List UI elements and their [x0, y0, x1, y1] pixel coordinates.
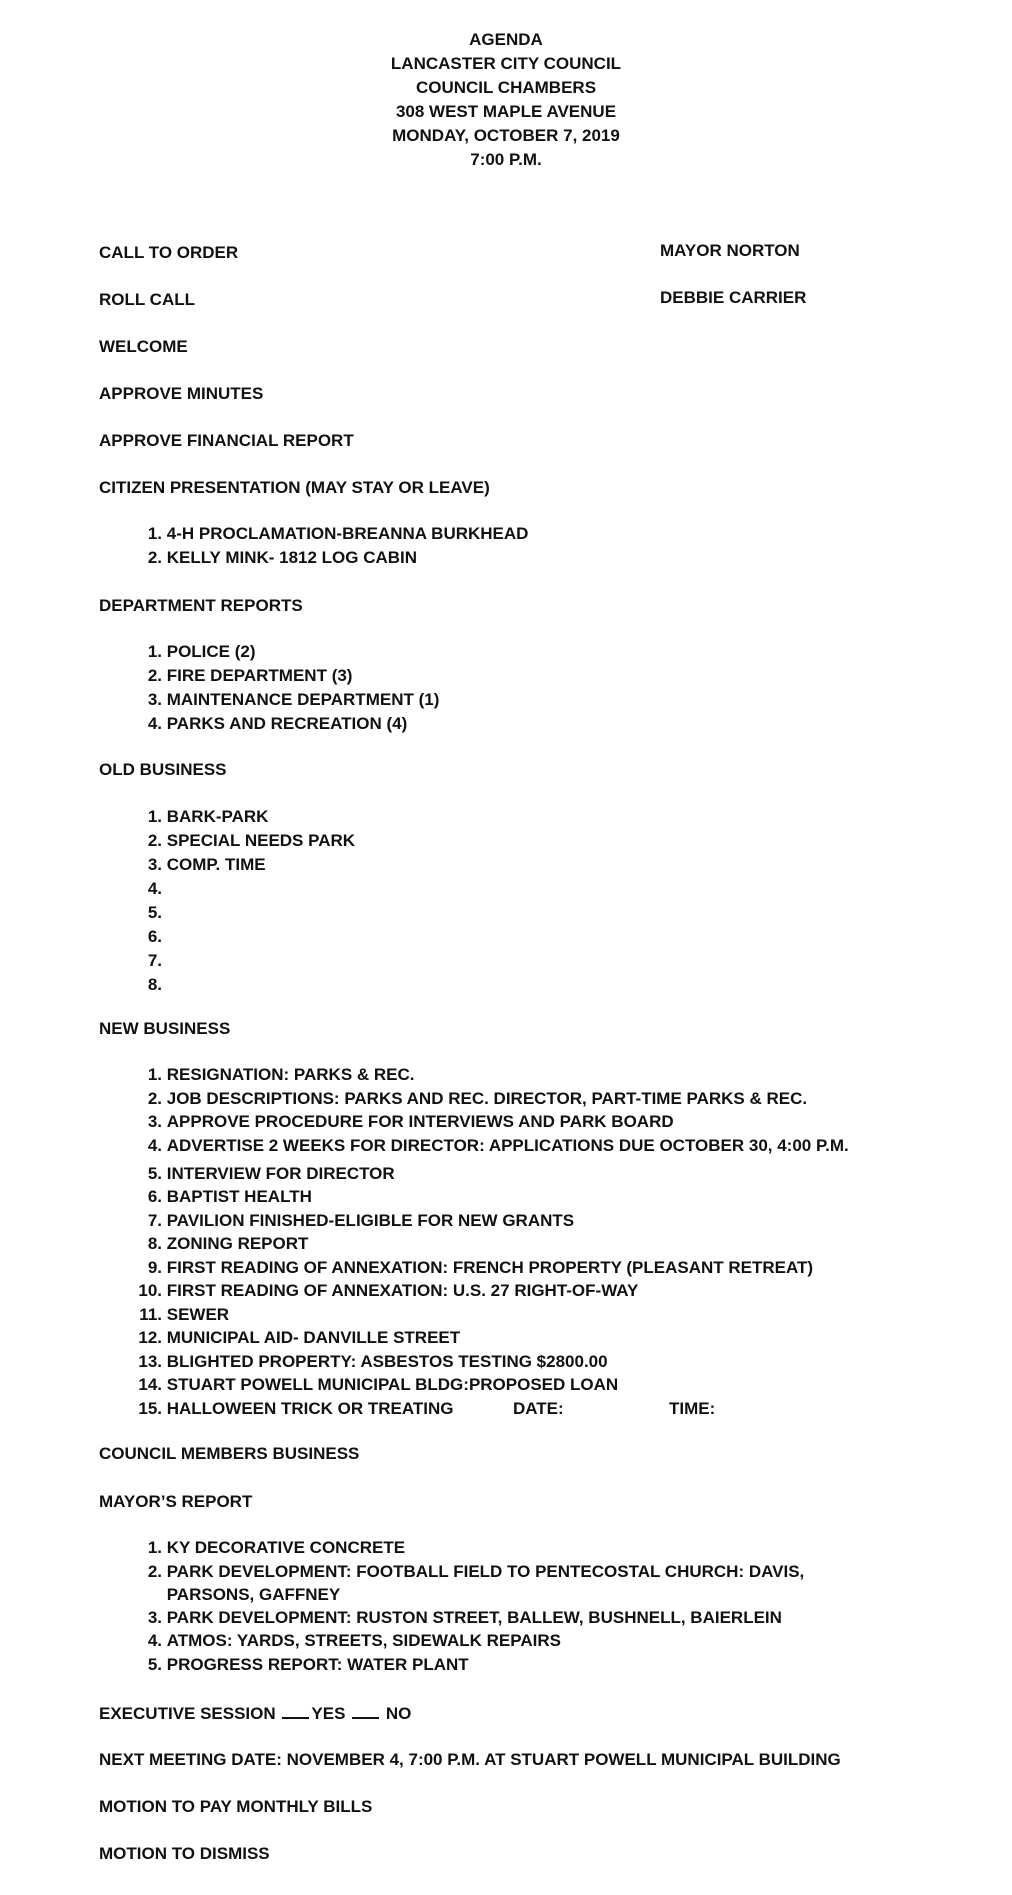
list-item: 2. PARK DEVELOPMENT: FOOTBALL FIELD TO PENTECOSTAL CHURCH: DAVIS, PARSONS, GAFFNEY — [147, 1561, 805, 1604]
venue-name: COUNCIL CHAMBERS — [415, 78, 597, 97]
citizen-presentation-list — [131, 522, 528, 570]
list-item: 5. — [147, 903, 162, 922]
new-business-heading: NEW BUSINESS — [99, 1019, 231, 1038]
halloween-date-label: DATE: — [513, 1398, 564, 1418]
list-item: 10. FIRST READING OF ANNEXATION: U.S. 27 RIGHT-OF-WAY — [138, 1281, 639, 1300]
list-item: 7. — [147, 951, 162, 970]
list-item: 6. — [147, 927, 162, 946]
yes-blank[interactable] — [282, 1703, 309, 1719]
executive-session-label: EXECUTIVE SESSION — [99, 1704, 276, 1723]
roll-call-by: DEBBIE CARRIER — [660, 288, 807, 307]
list-item: 7. PAVILION FINISHED-ELIGIBLE FOR NEW GRANTS — [147, 1210, 575, 1230]
list-item: 13. BLIGHTED PROPERTY: ASBESTOS TESTING $2800.00 — [138, 1351, 608, 1371]
list-item: 4. ATMOS: YARDS, STREETS, SIDEWALK REPAIRS — [147, 1631, 561, 1650]
list-item: 3. COMP. TIME — [147, 855, 266, 874]
council-members-business: COUNCIL MEMBERS BUSINESS — [99, 1444, 360, 1463]
motion-to-dismiss: MOTION TO DISMISS — [99, 1844, 270, 1863]
list-item: 14. STUART POWELL MUNICIPAL BLDG:PROPOSED LOAN — [138, 1375, 619, 1394]
list-item: 2. KELLY MINK- 1812 LOG CABIN — [147, 548, 418, 567]
list-item: 5. PROGRESS REPORT: WATER PLANT — [147, 1654, 469, 1674]
approve-minutes: APPROVE MINUTES — [99, 384, 264, 403]
call-to-order-by: MAYOR NORTON — [660, 241, 800, 260]
new-business-list — [131, 1063, 849, 1420]
doc-title: AGENDA — [469, 30, 543, 49]
next-meeting-date: NEXT MEETING DATE: NOVEMBER 4, 7:00 P.M. AT STUART POWELL MUNICIPAL BUILDING — [99, 1750, 841, 1769]
motion-pay-bills: MOTION TO PAY MONTHLY BILLS — [99, 1797, 373, 1816]
list-item: 2. JOB DESCRIPTIONS: PARKS AND REC. DIRECTOR, PART-TIME PARKS & REC. — [147, 1088, 808, 1108]
list-item: 1. POLICE (2) — [147, 642, 256, 661]
list-item: 5. INTERVIEW FOR DIRECTOR — [147, 1163, 395, 1183]
list-item: 6. BAPTIST HEALTH — [147, 1187, 312, 1206]
list-item: 3. APPROVE PROCEDURE FOR INTERVIEWS AND PARK BOARD — [147, 1112, 674, 1131]
meeting-date: MONDAY, OCTOBER 7, 2019 — [392, 126, 620, 145]
list-item: 3. MAINTENANCE DEPARTMENT (1) — [147, 690, 440, 709]
list-item: 4. ADVERTISE 2 WEEKS FOR DIRECTOR: APPLICATIONS DUE OCTOBER 30, 4:00 P.M. — [147, 1135, 849, 1155]
old-business-list — [131, 805, 355, 997]
halloween-time-label: TIME: — [669, 1398, 716, 1418]
no-blank[interactable] — [352, 1703, 379, 1719]
welcome: WELCOME — [99, 337, 188, 356]
list-item: 8. — [147, 975, 162, 994]
list-item: 1. BARK-PARK — [147, 807, 269, 826]
agenda-header — [0, 28, 1012, 172]
roll-call: ROLL CALL — [99, 290, 196, 309]
council-name: LANCASTER CITY COUNCIL — [390, 54, 622, 73]
list-item: 1. 4-H PROCLAMATION-BREANNA BURKHEAD — [147, 524, 529, 543]
mayors-report-heading: MAYOR’S REPORT — [99, 1492, 253, 1511]
department-reports-heading: DEPARTMENT REPORTS — [99, 596, 303, 615]
list-item: 2. SPECIAL NEEDS PARK — [147, 831, 356, 850]
list-item: 2. FIRE DEPARTMENT (3) — [147, 666, 353, 685]
mayors-report-list — [131, 1536, 867, 1676]
approve-financial-report: APPROVE FINANCIAL REPORT — [99, 431, 354, 450]
list-item: 1. KY DECORATIVE CONCRETE — [147, 1538, 406, 1557]
list-item: 12. MUNICIPAL AID- DANVILLE STREET — [138, 1328, 461, 1347]
list-item: 1. RESIGNATION: PARKS & REC. — [147, 1065, 415, 1084]
list-item: 8. ZONING REPORT — [147, 1234, 309, 1253]
list-item: 15. HALLOWEEN TRICK OR TREATING DATE: TIME: — [131, 1397, 849, 1421]
executive-session — [99, 1703, 411, 1724]
meeting-time: 7:00 P.M. — [470, 150, 542, 169]
list-item: 4. — [147, 879, 162, 898]
department-reports-list — [131, 640, 439, 736]
executive-yes-label: YES — [311, 1704, 346, 1723]
old-business-heading: OLD BUSINESS — [99, 760, 227, 779]
call-to-order: CALL TO ORDER — [99, 243, 239, 262]
executive-no-label: NO — [385, 1704, 412, 1723]
list-item: 3. PARK DEVELOPMENT: RUSTON STREET, BALLEW, BUSHNELL, BAIERLEIN — [147, 1607, 782, 1627]
venue-address: 308 WEST MAPLE AVENUE — [395, 102, 617, 121]
list-item: 11. SEWER — [139, 1304, 230, 1324]
list-item: 4. PARKS AND RECREATION (4) — [147, 714, 408, 733]
citizen-presentation-heading: CITIZEN PRESENTATION (MAY STAY OR LEAVE) — [99, 478, 490, 497]
list-item: 9. FIRST READING OF ANNEXATION: FRENCH PROPERTY (PLEASANT RETREAT) — [147, 1257, 814, 1277]
